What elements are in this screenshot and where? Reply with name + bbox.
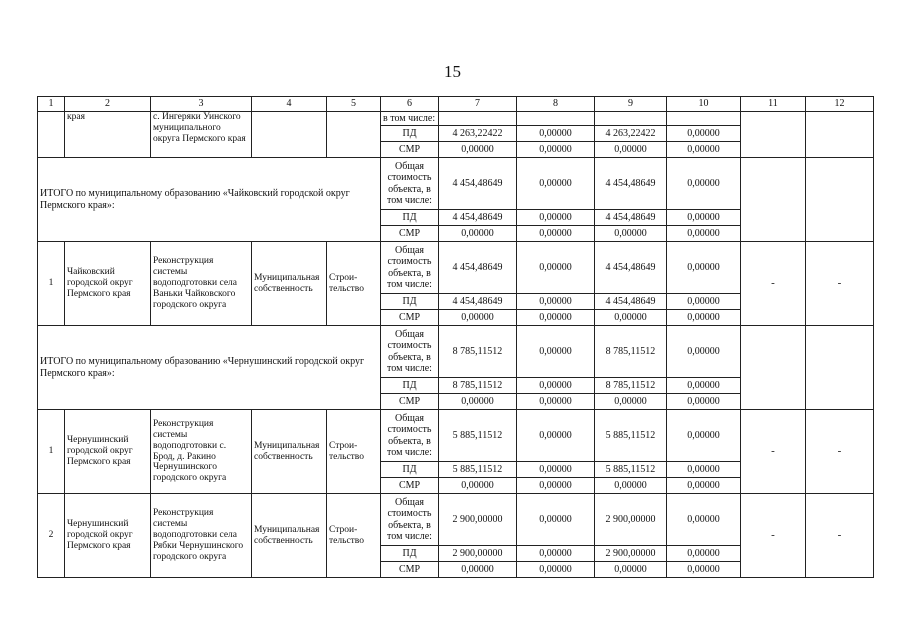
chern2-col2: Чернушинский городской округ Пермского края	[65, 494, 151, 578]
itogo2-smr-8: 0,00000	[517, 394, 595, 410]
chern2-pd-9: 2 900,00000	[595, 546, 667, 562]
chern2-n: 2	[38, 494, 65, 578]
chern2-smr-10: 0,00000	[667, 562, 741, 578]
chaik-smr-10: 0,00000	[667, 310, 741, 326]
table-row	[38, 158, 874, 210]
chaik-pd-7: 4 454,48649	[439, 294, 517, 310]
chern2-col3: Реконструкция системы водоподготовки села Рябки Чернушинского городского округа	[151, 494, 252, 578]
itogo2-total-9: 8 785,11512	[595, 326, 667, 378]
chaik-n: 1	[38, 242, 65, 326]
header-row	[38, 97, 874, 112]
itogo1-label-total: Общая стоимость объекта, в том числе:	[381, 158, 439, 210]
chaik-col11: -	[741, 242, 806, 326]
chern1-label-pd: ПД	[381, 462, 439, 478]
chern1-pd-8: 0,00000	[517, 462, 595, 478]
cont-empty-9	[595, 112, 667, 126]
table-row	[38, 410, 874, 462]
chaik-pd-9: 4 454,48649	[595, 294, 667, 310]
itogo2-pd-10: 0,00000	[667, 378, 741, 394]
chaik-label-smr: СМР	[381, 310, 439, 326]
itogo2-label-pd: ПД	[381, 378, 439, 394]
header-col-5: 5	[327, 97, 381, 112]
itogo1-title: ИТОГО по муниципальному образованию «Чайковский городской округ Пермского края»:	[38, 158, 381, 242]
itogo2-smr-9: 0,00000	[595, 394, 667, 410]
itogo1-total-10: 0,00000	[667, 158, 741, 210]
itogo2-label-total: Общая стоимость объекта, в том числе:	[381, 326, 439, 378]
chern2-label-pd: ПД	[381, 546, 439, 562]
chern2-pd-7: 2 900,00000	[439, 546, 517, 562]
cont-empty-10	[667, 112, 741, 126]
chaik-total-9: 4 454,48649	[595, 242, 667, 294]
cont-pd-9: 4 263,22422	[595, 126, 667, 142]
chaik-total-10: 0,00000	[667, 242, 741, 294]
header-col-7: 7	[439, 97, 517, 112]
itogo1-pd-9: 4 454,48649	[595, 210, 667, 226]
chern2-total-7: 2 900,00000	[439, 494, 517, 546]
cont-pd-7: 4 263,22422	[439, 126, 517, 142]
chern1-label-total: Общая стоимость объекта, в том числе:	[381, 410, 439, 462]
cont-empty-7	[439, 112, 517, 126]
chern1-smr-8: 0,00000	[517, 478, 595, 494]
chern2-smr-7: 0,00000	[439, 562, 517, 578]
chaik-col3: Реконструкция системы водоподготовки села Ваньки Чайковского городского округа	[151, 242, 252, 326]
chaik-col12: -	[806, 242, 874, 326]
chern1-total-8: 0,00000	[517, 410, 595, 462]
chern2-pd-8: 0,00000	[517, 546, 595, 562]
header-col-1: 1	[38, 97, 65, 112]
chaik-smr-7: 0,00000	[439, 310, 517, 326]
chern1-label-smr: СМР	[381, 478, 439, 494]
cont-label-pd: ПД	[381, 126, 439, 142]
chaik-pd-8: 0,00000	[517, 294, 595, 310]
chern2-label-total: Общая стоимость объекта, в том числе:	[381, 494, 439, 546]
itogo2-total-8: 0,00000	[517, 326, 595, 378]
itogo2-pd-9: 8 785,11512	[595, 378, 667, 394]
itogo1-col12	[806, 158, 874, 242]
chaik-col5: Строи- тельство	[327, 242, 381, 326]
cont-col1	[38, 112, 65, 158]
header-col-6: 6	[381, 97, 439, 112]
itogo2-total-10: 0,00000	[667, 326, 741, 378]
itogo1-smr-8: 0,00000	[517, 226, 595, 242]
chaik-label-pd: ПД	[381, 294, 439, 310]
header-col-4: 4	[252, 97, 327, 112]
header-col-9: 9	[595, 97, 667, 112]
chern1-pd-10: 0,00000	[667, 462, 741, 478]
cont-col2: края	[65, 112, 151, 158]
chaik-smr-9: 0,00000	[595, 310, 667, 326]
chern1-col4: Муниципальная собственность	[252, 410, 327, 494]
chern2-col4: Муниципальная собственность	[252, 494, 327, 578]
itogo2-col12	[806, 326, 874, 410]
itogo1-pd-10: 0,00000	[667, 210, 741, 226]
chern1-total-9: 5 885,11512	[595, 410, 667, 462]
itogo1-pd-7: 4 454,48649	[439, 210, 517, 226]
chern2-total-10: 0,00000	[667, 494, 741, 546]
itogo1-label-pd: ПД	[381, 210, 439, 226]
table-row	[38, 112, 874, 126]
itogo1-col11	[741, 158, 806, 242]
itogo1-smr-9: 0,00000	[595, 226, 667, 242]
chern1-smr-10: 0,00000	[667, 478, 741, 494]
cont-smr-7: 0,00000	[439, 142, 517, 158]
page-number: 15	[444, 62, 461, 81]
itogo1-total-9: 4 454,48649	[595, 158, 667, 210]
chaik-smr-8: 0,00000	[517, 310, 595, 326]
chern1-col5: Строи- тельство	[327, 410, 381, 494]
itogo2-smr-10: 0,00000	[667, 394, 741, 410]
chern1-smr-9: 0,00000	[595, 478, 667, 494]
itogo1-smr-10: 0,00000	[667, 226, 741, 242]
itogo2-label-smr: СМР	[381, 394, 439, 410]
cont-col5	[327, 112, 381, 158]
header-col-10: 10	[667, 97, 741, 112]
cont-label-in-total: в том числе:	[381, 112, 439, 126]
itogo1-total-7: 4 454,48649	[439, 158, 517, 210]
chern1-total-7: 5 885,11512	[439, 410, 517, 462]
chaik-col2: Чайковский городской округ Пермского края	[65, 242, 151, 326]
itogo1-total-8: 0,00000	[517, 158, 595, 210]
chaik-col4: Муниципальная собственность	[252, 242, 327, 326]
cont-col12	[806, 112, 874, 158]
itogo1-pd-8: 0,00000	[517, 210, 595, 226]
chern1-n: 1	[38, 410, 65, 494]
itogo2-col11	[741, 326, 806, 410]
chaik-total-7: 4 454,48649	[439, 242, 517, 294]
investment-table	[37, 96, 874, 578]
chern2-col11: -	[741, 494, 806, 578]
cont-pd-10: 0,00000	[667, 126, 741, 142]
chaik-total-8: 0,00000	[517, 242, 595, 294]
itogo2-pd-7: 8 785,11512	[439, 378, 517, 394]
chern2-pd-10: 0,00000	[667, 546, 741, 562]
itogo1-smr-7: 0,00000	[439, 226, 517, 242]
cont-smr-10: 0,00000	[667, 142, 741, 158]
chern2-smr-8: 0,00000	[517, 562, 595, 578]
header-col-2: 2	[65, 97, 151, 112]
chern2-total-9: 2 900,00000	[595, 494, 667, 546]
header-col-11: 11	[741, 97, 806, 112]
table-row	[38, 494, 874, 546]
cont-col11	[741, 112, 806, 158]
itogo2-title: ИТОГО по муниципальному образованию «Чернушинский городской округ Пермского края»:	[38, 326, 381, 410]
cont-smr-9: 0,00000	[595, 142, 667, 158]
chern1-col2: Чернушинский городской округ Пермского края	[65, 410, 151, 494]
cont-label-smr: СМР	[381, 142, 439, 158]
chern1-total-10: 0,00000	[667, 410, 741, 462]
itogo2-smr-7: 0,00000	[439, 394, 517, 410]
chern2-total-8: 0,00000	[517, 494, 595, 546]
header-col-12: 12	[806, 97, 874, 112]
chaik-pd-10: 0,00000	[667, 294, 741, 310]
chern1-smr-7: 0,00000	[439, 478, 517, 494]
chern1-col11: -	[741, 410, 806, 494]
header-col-3: 3	[151, 97, 252, 112]
table-row	[38, 242, 874, 294]
table-row	[38, 326, 874, 378]
cont-empty-8	[517, 112, 595, 126]
chern2-col5: Строи- тельство	[327, 494, 381, 578]
header-col-8: 8	[517, 97, 595, 112]
chern2-col12: -	[806, 494, 874, 578]
cont-col3: с. Ингеряки Уинского муниципального округа Пермского края	[151, 112, 252, 158]
chern1-pd-9: 5 885,11512	[595, 462, 667, 478]
cont-pd-8: 0,00000	[517, 126, 595, 142]
chern1-col12: -	[806, 410, 874, 494]
itogo2-pd-8: 0,00000	[517, 378, 595, 394]
chern2-smr-9: 0,00000	[595, 562, 667, 578]
chaik-label-total: Общая стоимость объекта, в том числе:	[381, 242, 439, 294]
itogo2-total-7: 8 785,11512	[439, 326, 517, 378]
chern1-pd-7: 5 885,11512	[439, 462, 517, 478]
cont-col4	[252, 112, 327, 158]
cont-smr-8: 0,00000	[517, 142, 595, 158]
chern2-label-smr: СМР	[381, 562, 439, 578]
chern1-col3: Реконструкция системы водоподготовки с. Брод, д. Ракино Чернушинского городского округа	[151, 410, 252, 494]
itogo1-label-smr: СМР	[381, 226, 439, 242]
